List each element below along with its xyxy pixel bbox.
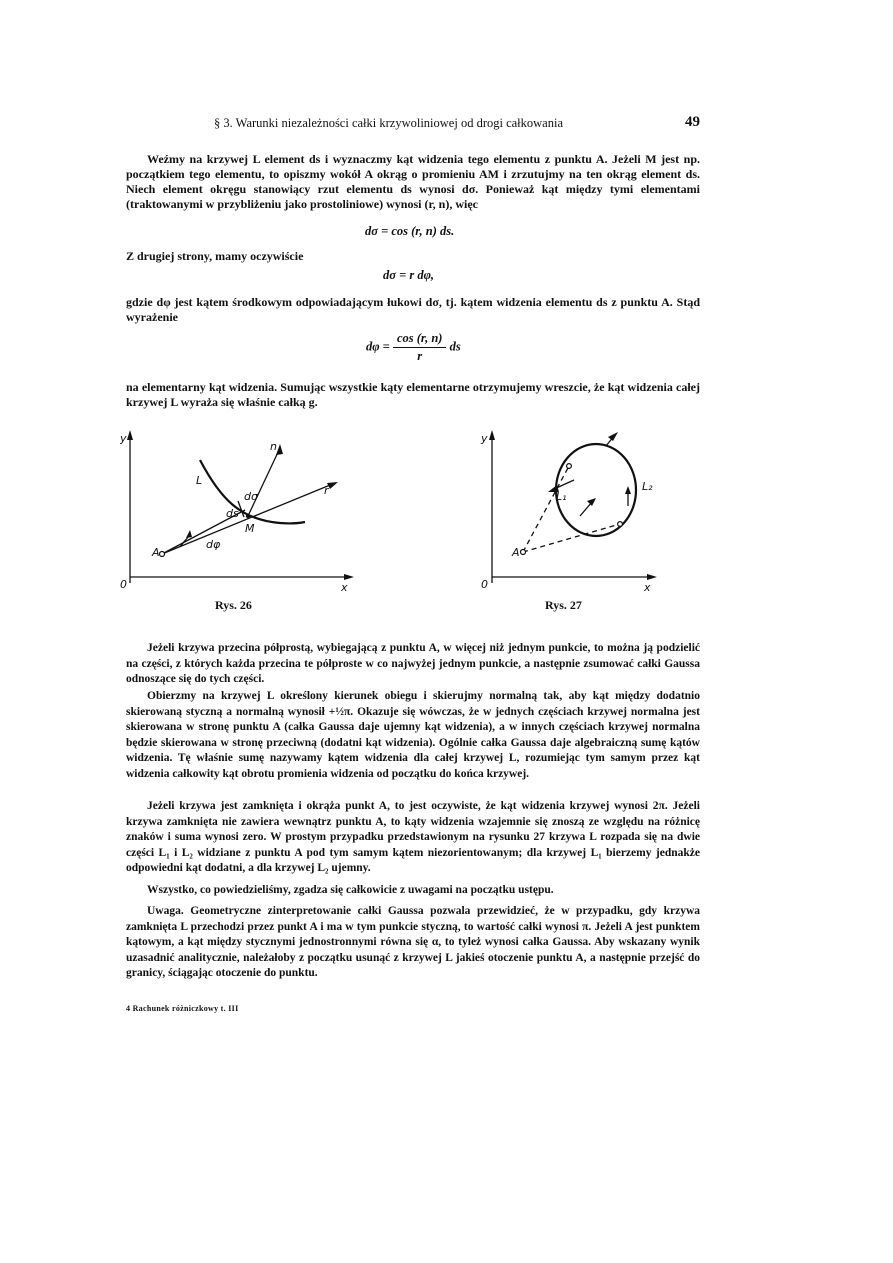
section-title: § 3. Warunki niezależności całki krzywoliniowej od drogi całkowania bbox=[214, 116, 563, 130]
fig26-label-y: y bbox=[120, 432, 127, 445]
fig26-label-dsigma: dσ bbox=[244, 490, 258, 503]
formula-3-rhs: ds bbox=[449, 339, 461, 354]
fig27-label-A: A bbox=[512, 546, 520, 559]
figure-26-caption: Rys. 26 bbox=[215, 598, 252, 612]
arrow-L2-head-icon bbox=[625, 486, 631, 494]
arrow-top-head-icon bbox=[608, 432, 618, 441]
paragraph-6: Obierzmy na krzywej L określony kierunek obiegu i skierujmy normalną tak, aby kąt między dodatnio skierowaną styczną a normalną wynosił +½π. Okazuje się wówczas, że w jednych częściach krzywej normalna jest skierowana w stronę punktu A (całka Gaussa daje ujemny kąt widzenia), a w innych częściach krzywej normalna będzie skierowana w stronę przeciwną (dodatni kąt widzenia). Ogólnie całka Gaussa daje algebraiczną sumę kątów widzenia. Tę właśnie sumę nazywamy kątem widzenia dla całej krzywej L, rozumiejąc tym samym przez kąt widzenia całkowity kąt obrotu promienia widzenia od początku do końca krzywej. bbox=[126, 690, 700, 780]
tangent-point-1 bbox=[567, 464, 572, 469]
fig27-label-L1: L₁ bbox=[556, 490, 567, 503]
paragraph-7: Jeżeli krzywa jest zamknięta i okrąża punkt A, to jest oczywiste, że kąt widzenia krzywej wynosi 2π. Jeżeli krzywa zamknięta nie zawiera wewnątrz punktu A, to kąty widzenia wzajemnie się znoszą ze względu na różnicę znaków i suma wynosi zero. W prostym przypadku przedstawionym na rysunku 27 krzywa L rozpada się na dwie części L₁ i L₂ widziane z punktu A pod tym samym kątem niezorientowanym; dla krzywej L₁ bierzemy jednakże odpowiedni kąt dodatni, a dla krzywej L₂ ujemny. bbox=[126, 800, 700, 875]
fig26-label-r: r bbox=[324, 484, 329, 497]
tangent-line-1 bbox=[523, 466, 569, 552]
arrow-dphi-icon bbox=[186, 530, 192, 538]
closed-curve-L bbox=[556, 444, 636, 536]
fig26-label-n: n bbox=[270, 440, 277, 453]
point-M bbox=[246, 514, 250, 518]
fig26-label-dphi: dφ bbox=[206, 538, 221, 551]
fig27-label-y: y bbox=[481, 432, 488, 445]
fig26-y-arrow-icon bbox=[127, 430, 133, 440]
fraction-denominator: r bbox=[417, 349, 423, 363]
arrow-r-icon bbox=[327, 482, 338, 489]
figure-27-caption: Rys. 27 bbox=[545, 598, 582, 612]
arrow-L1b-head-icon bbox=[587, 498, 596, 506]
paragraph-1: Weźmy na krzywej L element ds i wyznaczmy kąt widzenia tego elementu z punktu A. Jeżeli M jest np. początkiem tego elementu, to opiszmy wokół A okrąg o promieniu AM i zrzutujmy na ten okrąg element ds. Niech element okręgu stanowiący rzut elementu ds wynosi dσ. Ponieważ kąt między tymi elementami (traktowanymi w przybliżeniu jako prostoliniowe) wynosi (r, n), więc bbox=[126, 152, 700, 211]
fig26-label-x: x bbox=[341, 581, 348, 593]
fig27-label-L2: L₂ bbox=[642, 480, 653, 493]
paragraph-2: Z drugiej strony, mamy oczywiście bbox=[126, 249, 304, 263]
point-A bbox=[160, 552, 165, 557]
fig26-x-arrow-icon bbox=[344, 574, 354, 580]
fig26-label-L: L bbox=[196, 474, 203, 487]
normal-n bbox=[248, 448, 280, 516]
formula-1: dσ = cos (r, n) ds. bbox=[365, 224, 455, 238]
fig27-label-x: x bbox=[644, 581, 651, 593]
fig27-x-arrow-icon bbox=[647, 574, 657, 580]
fig27-label-origin: 0 bbox=[481, 578, 488, 591]
tangent-point-2 bbox=[618, 522, 623, 527]
paragraph-3: gdzie dφ jest kątem środkowym odpowiadającym łukowi dσ, tj. kątem widzenia elementu ds z punktu A. Stąd wyrażenie bbox=[126, 295, 700, 324]
formula-3 bbox=[366, 331, 461, 364]
formula-2: dσ = r dφ, bbox=[383, 268, 435, 282]
fraction bbox=[393, 331, 447, 364]
paragraph-5: Jeżeli krzywa przecina półprostą, wybiegającą z punktu A, w więcej niż jednym punkcie, to można ją podzielić na części, z których każda przecina te półproste w co najwyżej jednym punkcie, a następnie zsumować całki Gaussa odnoszące się do tych części. bbox=[126, 642, 700, 686]
fig26-label-A: A bbox=[152, 546, 160, 559]
fig26-label-M: M bbox=[245, 522, 255, 535]
figure-26 bbox=[120, 428, 360, 593]
fig27-y-arrow-icon bbox=[489, 430, 495, 440]
paragraph-8: Wszystko, co powiedzieliśmy, zgadza się całkowicie z uwagami na początku ustępu. bbox=[147, 884, 554, 896]
running-header bbox=[126, 116, 700, 134]
tangent-line-2 bbox=[523, 524, 620, 552]
page-number: 49 bbox=[685, 114, 700, 130]
paragraph-4: na elementarny kąt widzenia. Sumując wszystkie kąty elementarne otrzymujemy wreszcie, że kąt widzenia całej krzywej L wyraża się właśnie całką g. bbox=[126, 380, 700, 409]
fig26-label-origin: 0 bbox=[120, 578, 127, 591]
fraction-numerator: cos (r, n) bbox=[393, 331, 447, 348]
formula-3-lhs: dφ = bbox=[366, 339, 390, 354]
figure-27 bbox=[478, 428, 678, 593]
arrow-n-icon bbox=[276, 444, 283, 455]
fig26-label-ds: ds bbox=[226, 507, 239, 520]
footer-signature: 4 Rachunek różniczkowy t. III bbox=[126, 1004, 239, 1013]
point-A bbox=[521, 550, 526, 555]
paragraph-9: Uwaga. Geometryczne zinterpretowanie całki Gaussa pozwala przewidzieć, że w przypadku, gdy krzywa zamknięta L przechodzi przez punkt A i ma w tym punkcie styczną, to wartość całki wynosi π. Jeżeli A jest punktem kątowym, a kąt między stycznymi jednostronnymi równa się α, to tyleż wynosi całka Gaussa. Aby wskazany wynik uzasadnić analitycznie, należałoby z początku usunąć z krzywej L jakieś otoczenie punktu A, a następnie przejść do granicy, ściągając otoczenie do punktu. bbox=[126, 905, 700, 980]
